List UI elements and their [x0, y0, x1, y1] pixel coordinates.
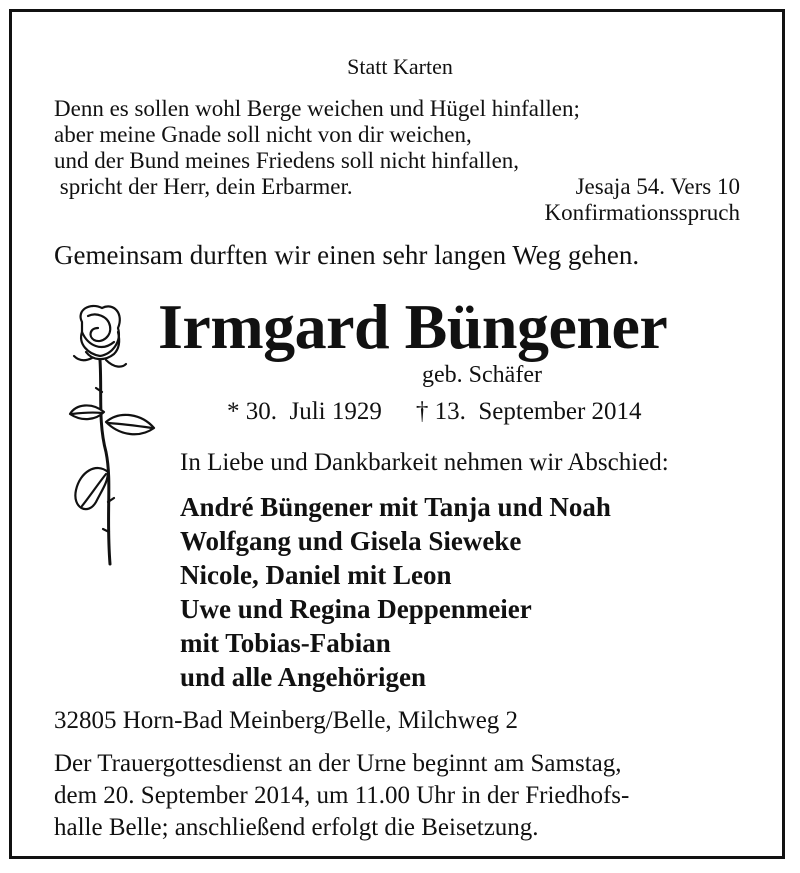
service-line: Der Trauergottesdienst an der Urne beginnt am Samstag,: [54, 750, 622, 777]
maiden-name: geb. Schäfer: [422, 362, 542, 388]
mourner-line: Nicole, Daniel mit Leon: [180, 560, 452, 590]
mourner-line: und alle Angehörigen: [180, 662, 427, 692]
verse-note: Konfirmationsspruch: [544, 200, 740, 225]
service-line: dem 20. September 2014, um 11.00 Uhr in der Friedhofs-: [54, 782, 630, 809]
verse-line: aber meine Gnade soll nicht von dir weichen,: [54, 122, 472, 147]
birth-date: * 30. Juli 1929: [227, 398, 382, 425]
mourner-line: mit Tobias-Fabian: [180, 628, 391, 658]
verse-line: spricht der Herr, dein Erbarmer.: [54, 174, 353, 199]
deceased-name: Irmgard Büngener: [158, 291, 668, 362]
service-line: halle Belle; anschließend erfolgt die Beisetzung.: [54, 814, 539, 841]
verse-line: Denn es sollen wohl Berge weichen und Hügel hinfallen;: [54, 96, 580, 121]
obituary-notice: [9, 9, 785, 859]
header: Statt Karten: [347, 54, 453, 79]
death-date: † 13. September 2014: [415, 398, 642, 425]
address: 32805 Horn-Bad Meinberg/Belle, Milchweg 2: [54, 707, 519, 734]
rose-icon: [62, 302, 162, 572]
mourner-line: André Büngener mit Tanja und Noah: [180, 492, 611, 522]
life-dates: [227, 398, 642, 426]
intro-line: Gemeinsam durften wir einen sehr langen Weg gehen.: [54, 240, 640, 270]
verse-line: und der Bund meines Friedens soll nicht hinfallen,: [54, 148, 520, 173]
mourner-line: Wolfgang und Gisela Sieweke: [180, 526, 522, 556]
mourner-line: Uwe und Regina Deppenmeier: [180, 594, 532, 624]
verse-reference: Jesaja 54. Vers 10: [575, 174, 740, 199]
farewell-line: In Liebe und Dankbarkeit nehmen wir Abschied:: [180, 449, 669, 476]
